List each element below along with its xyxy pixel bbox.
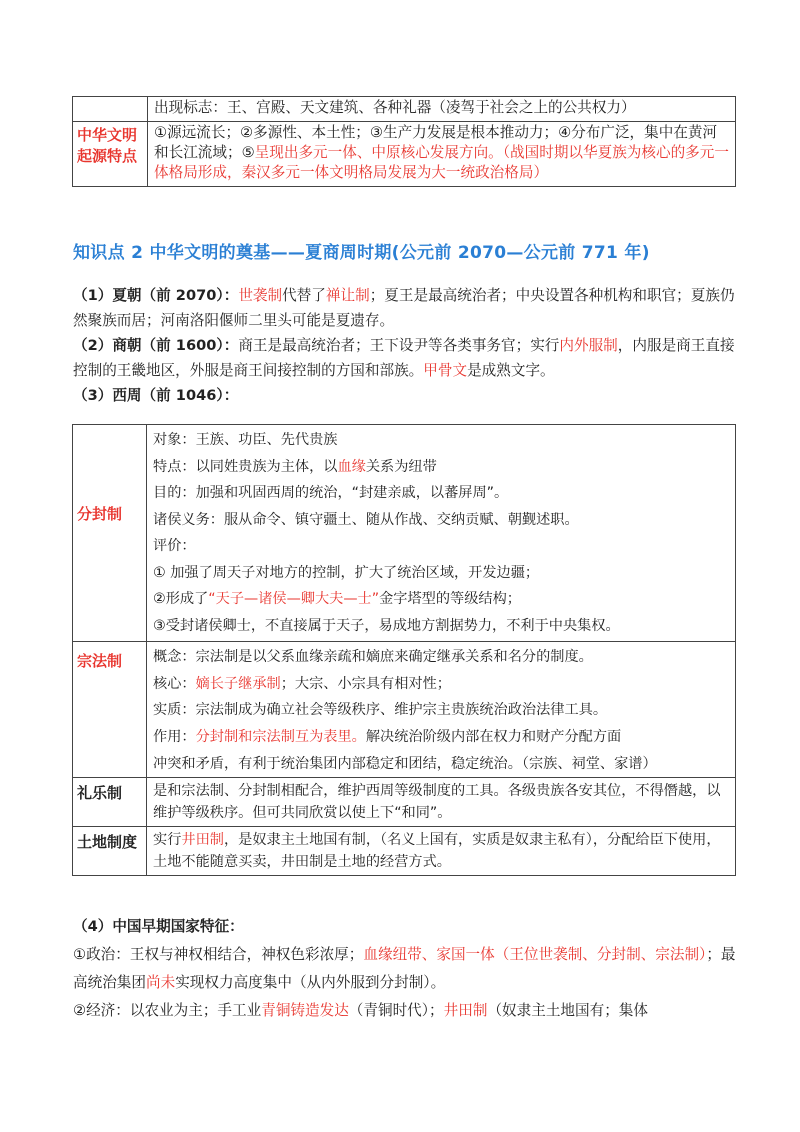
zongfa-highlight: 分封制和宗法制互为表里。 bbox=[195, 728, 366, 745]
fenfeng-line: 目的：加强和巩固西周的统治，“封建亲戚，以蕃屏周”。 bbox=[153, 485, 509, 501]
fenfeng-line: 诸侯义务：服从命令、镇守疆土、随从作战、交纳贡赋、朝觐述职。 bbox=[153, 511, 579, 528]
politics-highlight: 血缘纽带、家国一体（王位世袭制、分封制、宗法制） bbox=[363, 946, 707, 963]
features-highlight: 呈现出多元一体、中原核心发展方向。（战国时期以华夏族为核心的多元一体格局形成，秦汉多元一体文明格局发展为大一统政治格局） bbox=[154, 144, 729, 181]
tudi-highlight: 井田制 bbox=[181, 832, 224, 848]
zongfa-line: 概念：宗法制是以父系血缘亲疏和嫡庶来确定继承关系和名分的制度。 bbox=[153, 649, 593, 665]
tudi-label: 土地制度 bbox=[73, 827, 147, 876]
politics-paragraph bbox=[73, 941, 737, 997]
economy-text: ②经济：以农业为主；手工业 bbox=[73, 1002, 262, 1019]
liyue-label: 礼乐制 bbox=[73, 778, 147, 827]
zongfa-text: 核心： bbox=[153, 675, 196, 692]
tudi-text: ，是奴隶主土地国有制，（名义上国有，实质是奴隶主私有），分配给臣下使用，土地不能随意买卖，井田制是土地的经营方式。 bbox=[153, 832, 721, 870]
shang-highlight-2: 甲骨文 bbox=[423, 362, 468, 379]
fenfeng-cell bbox=[147, 425, 736, 642]
shang-highlight-1: 内外服制 bbox=[559, 337, 618, 354]
zongfa-label: 宗法制 bbox=[73, 642, 147, 778]
origin-signs-cell: 出现标志：王、宫殿、天文建筑、各种礼器（凌驾于社会之上的公共权力） bbox=[148, 97, 736, 122]
tudi-cell bbox=[147, 827, 736, 876]
empty-label-cell bbox=[73, 97, 148, 122]
economy-highlight: 井田制 bbox=[443, 1002, 488, 1019]
shang-paragraph bbox=[73, 333, 737, 383]
fenfeng-line: ③受封诸侯卿士，不直接属于天子，易成地方割据势力，不利于中央集权。 bbox=[153, 617, 620, 634]
origin-features-cell bbox=[148, 122, 736, 187]
economy-paragraph bbox=[73, 997, 737, 1025]
fenfeng-line: ① 加强了周天子对地方的控制，扩大了统治区域，开发边疆； bbox=[153, 564, 540, 581]
fenfeng-line bbox=[153, 586, 729, 613]
fenfeng-line bbox=[153, 454, 729, 481]
politics-highlight: 尚未 bbox=[145, 974, 176, 991]
table-row bbox=[73, 97, 736, 122]
table-row bbox=[73, 642, 736, 778]
xia-shang-section bbox=[73, 283, 737, 408]
fenfeng-text: 金字塔型的等级结构； bbox=[379, 591, 521, 607]
xia-highlight-2: 禅让制 bbox=[325, 287, 370, 304]
zhou-label: （3）西周（前 1046）： bbox=[73, 387, 239, 404]
shang-text-1: 商王是最高统治者；王下设尹等各类事务官；实行 bbox=[238, 337, 560, 354]
shang-text-2: ，内服是商王直接控制的王畿地区，外服是商王间接控制的方国和部族。 bbox=[73, 337, 735, 379]
fenfeng-line: 对象：王族、功臣、先代贵族 bbox=[153, 432, 338, 448]
zongfa-text: 作用： bbox=[153, 728, 196, 745]
fenfeng-highlight: “天子—诸侯—卿大夫—士” bbox=[208, 591, 380, 607]
fenfeng-text: ②形成了 bbox=[153, 591, 209, 607]
knowledge-point-title: 知识点 2 中华文明的奠基——夏商周时期(公元前 2070—公元前 771 年) bbox=[73, 243, 650, 263]
xia-label: （1）夏朝（前 2070）： bbox=[73, 287, 239, 304]
shang-label: （2）商朝（前 1600）： bbox=[73, 337, 239, 354]
politics-text: ；最高统治集团 bbox=[73, 946, 736, 991]
western-zhou-table bbox=[72, 424, 736, 876]
fenfeng-label: 分封制 bbox=[73, 425, 147, 642]
xia-highlight-1: 世袭制 bbox=[238, 287, 283, 304]
xia-text-2: ；夏王是最高统治者；中央设置各种机构和职官；夏族仍然聚族而居；河南洛阳偃师二里头可能是夏遗存。 bbox=[73, 287, 735, 329]
tudi-text: 实行 bbox=[153, 832, 182, 848]
fenfeng-highlight: 血缘 bbox=[337, 458, 366, 475]
zongfa-line: 实质：宗法制成为确立社会等级秩序、维护宗主贵族统治政治法律工具。 bbox=[153, 702, 608, 718]
xia-text-1: 代替了 bbox=[282, 287, 326, 304]
zongfa-line: 冲突和矛盾，有利于统治集团内部稳定和团结，稳定统治。（宗族、祠堂、家谱） bbox=[153, 756, 657, 772]
fenfeng-text: 特点：以同姓贵族为主体，以 bbox=[153, 458, 338, 475]
zongfa-highlight: 嫡长子继承制 bbox=[195, 675, 281, 692]
politics-text: 实现权力高度集中（从内外服到分封制）。 bbox=[175, 974, 446, 991]
table-row bbox=[73, 778, 736, 827]
table-row bbox=[73, 827, 736, 876]
origin-table bbox=[72, 96, 736, 187]
politics-text: ①政治：王权与神权相结合，神权色彩浓厚； bbox=[73, 946, 364, 963]
zongfa-line bbox=[153, 671, 729, 698]
zongfa-text: ；大宗、小宗具有相对性； bbox=[280, 675, 451, 692]
xia-paragraph bbox=[73, 283, 737, 333]
early-state-section bbox=[73, 913, 737, 1025]
zongfa-cell bbox=[147, 642, 736, 778]
early-state-label: （4）中国早期国家特征： bbox=[73, 918, 244, 935]
fenfeng-text: 关系为纽带 bbox=[365, 458, 437, 475]
shang-text-3: 是成熟文字。 bbox=[467, 362, 555, 379]
origin-features-label: 中华文明起源特点 bbox=[73, 122, 148, 187]
economy-text: （青铜时代）； bbox=[348, 1002, 444, 1019]
table-row bbox=[73, 425, 736, 642]
liyue-cell: 是和宗法制、分封制相配合，维护西周等级制度的工具。各级贵族各安其位，不得僭越，以维护等级秩序。但可共同欣赏以使上下“和同”。 bbox=[147, 778, 736, 827]
economy-text: （奴隶主土地国有；集体 bbox=[487, 1002, 648, 1019]
fenfeng-line: 评价： bbox=[153, 538, 196, 554]
economy-highlight: 青铜铸造发达 bbox=[261, 1002, 349, 1019]
features-text: ①源远流长；②多源性、本土性；③生产力发展是根本推动力；④分布广泛，集中在黄河和长江流域；⑤ bbox=[154, 124, 718, 161]
zongfa-text: 解决统治阶级内部在权力和财产分配方面 bbox=[365, 728, 622, 745]
table-row bbox=[73, 122, 736, 187]
zongfa-line bbox=[153, 724, 729, 751]
